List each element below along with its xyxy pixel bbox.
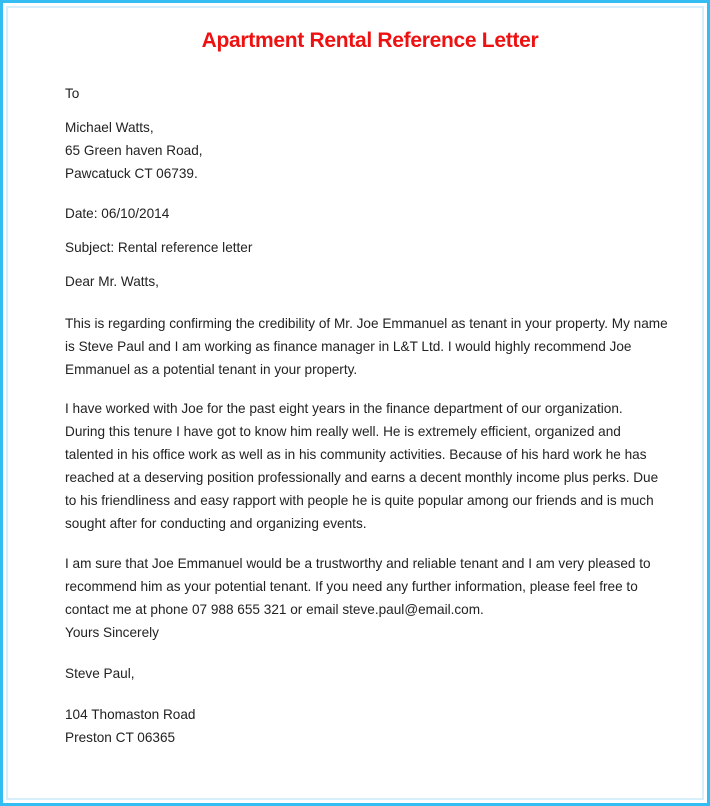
sender-address-line2: Preston CT 06365	[65, 730, 176, 745]
subject-block	[65, 236, 675, 259]
letter-closing: Yours Sincerely	[65, 625, 159, 640]
paragraph-line: sought after for conducting and organizing events.	[65, 516, 367, 531]
letter-title: Apartment Rental Reference Letter	[201, 29, 539, 52]
paragraph-line: I have worked with Joe for the past eight years in the finance department of our organization.	[65, 401, 623, 416]
sender-name: Steve Paul,	[65, 666, 135, 681]
paragraph-1	[65, 312, 675, 381]
recipient-to-label-block	[65, 82, 675, 105]
greeting-block	[65, 270, 675, 293]
sender-name-block	[65, 662, 675, 685]
recipient-address-line2: Pawcatuck CT 06739.	[65, 166, 198, 181]
paragraph-line: talented in his office work as well as in his community activities. Because of his hard work he has	[65, 447, 647, 462]
paragraph-line: is Steve Paul and I am working as finance manager in L&T Ltd. I would highly recommend Joe	[65, 339, 632, 354]
paragraph-line: reached at a deserving position professionally and earns a decent monthly income plus perks. Due	[65, 470, 659, 485]
recipient-address-block	[65, 116, 675, 185]
paragraph-line: to his friendliness and easy rapport with people he is quite popular among our friends and is much	[65, 493, 654, 508]
letter-greeting: Dear Mr. Watts,	[65, 274, 159, 289]
paragraph-line: I am sure that Joe Emmanuel would be a trustworthy and reliable tenant and I am very pleased to	[65, 556, 651, 571]
paragraph-line: recommend him as your potential tenant. If you need any further information, please feel free to	[65, 579, 638, 594]
paragraph-line: This is regarding confirming the credibility of Mr. Joe Emmanuel as tenant in your property. My name	[65, 316, 668, 331]
paragraph-line: Emmanuel as a potential tenant in your property.	[65, 362, 358, 377]
date-block	[65, 202, 675, 225]
paragraph-line: contact me at phone 07 988 655 321 or email steve.paul@email.com.	[65, 602, 484, 617]
paragraph-2	[65, 397, 675, 535]
recipient-to-label: To	[65, 86, 80, 101]
paragraph-3	[65, 552, 675, 644]
recipient-address-line1: 65 Green haven Road,	[65, 143, 203, 158]
recipient-name: Michael Watts,	[65, 120, 154, 135]
sender-address-block	[65, 703, 675, 749]
sender-address-line1: 104 Thomaston Road	[65, 707, 196, 722]
paragraph-line: During this tenure I have got to know him really well. He is extremely efficient, organized and	[65, 424, 621, 439]
letter-date: Date: 06/10/2014	[65, 206, 170, 221]
letter-subject: Subject: Rental reference letter	[65, 240, 253, 255]
